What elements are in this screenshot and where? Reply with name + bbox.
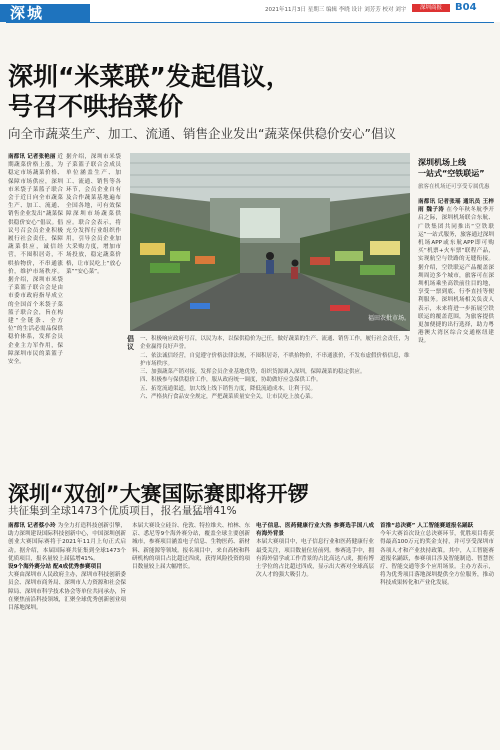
article1-byline: 南都讯 记者张艳丽 <box>8 154 56 160</box>
initiative-item: 二、依法诚信经营，自觉遵守价格法律法规，不囤积居奇，不哄抬物价，不串通涨价，不发布虚假价格信息，维护市场秩序。 <box>140 352 410 367</box>
article2-byline: 南都讯 记者蔡小玲 <box>8 523 56 529</box>
article2-body-4: 今年大赛首次设立总决赛环节，优胜项目将获得最高100万元的奖金支持，并可享受深圳市各项人才和产业扶持政策。其中，人工智能赛道报名踊跃，参赛项目涉及智能制造、智慧医疗、智能交通等多个应用场景。主办方表示，将为优秀项目落地深圳提供全方位服务，推动科技成果转化和产业化发展。 <box>380 531 494 587</box>
initiative-list <box>140 335 410 401</box>
article2-column-4 <box>380 522 494 744</box>
article2-headline: 深圳“双创”大赛国际赛即将开锣 <box>8 482 309 506</box>
sidebar-headline-line1: 深圳机场上线 <box>418 158 466 167</box>
article2-body-1b: 大赛由深圳市人民政府主办，深圳市科技创新委员会、深圳市商务局、深圳市人力资源和社会保障局、深圳市科学技术协会等单位共同承办，旨在聚焦前沿科技领域，汇聚全球优秀创新创业项目落地深圳。 <box>8 572 126 612</box>
newspaper-badge: 深圳商报 <box>412 4 450 12</box>
article2-column-3 <box>256 522 374 744</box>
initiative-item: 六、严格执行食品安全规定，严把蔬菜质量安全关，让市民吃上放心菜。 <box>140 394 317 401</box>
market-photo <box>130 153 410 331</box>
sidebar-byline: 南都讯 记者张瑶 通讯员 王梓雨 魏子涛 <box>418 199 494 214</box>
article2-column-1 <box>8 522 126 744</box>
article1-subtitle: 向全市蔬菜生产、加工、流通、销售企业发出“蔬菜保供稳价安心”倡议 <box>8 126 396 141</box>
sidebar-text: 在今年秋冬航季开启之际，深圳机场联合东航、广铁集团共同推出“空铁联运”一站式服务，旅客通过深圳机场APP或东航APP即可购买“机票+火车票”联程产品，实现航空与铁路的无缝衔接。据介绍，空铁联运产品覆盖深圳周边多个城市，旅客可在深圳机场乘坐高铁前往目的地，享受一票到底、行李直挂等便利服务。深圳机场相关负责人表示，未来将进一步拓展空铁联运的覆盖范围，为旅客提供更加便捷的出行选择，助力粤港澳大湾区综合交通枢纽建设。 <box>418 207 494 345</box>
initiative-label: 倡议 <box>127 335 134 351</box>
article1-headline-line2: 号召不哄抬菜价 <box>8 92 184 121</box>
section-tag: 深城 <box>0 4 90 22</box>
page-number: B04 <box>455 2 477 13</box>
article2-subhead-1: 设9个海外赛分站 配4成优秀参赛项目 <box>8 564 102 571</box>
article2-body-3: 本届大赛项目中，电子信息行业和医药健康行业最受关注，项目数量位居前列。参赛选手中，拥有海外留学或工作背景的占比高达八成，拥有博士学位的占比超过四成，显示出大赛对全球高层次人才的强大吸引力。 <box>256 539 374 579</box>
initiative-item: 一、积极响应政府号召，以民为本，以保供稳价为己任，做好蔬菜的生产、流通、销售工作，履行社会责任，为企业赢得良好声誉。 <box>140 336 410 351</box>
masthead-bar <box>0 0 500 22</box>
article2-column-2 <box>132 522 250 744</box>
article1-headline <box>8 62 308 122</box>
article2-subhead-3: 首推“总决赛” 人工智能赛道报名踊跃 <box>380 523 474 529</box>
issue-meta: 2021年11月3日 星期三 编辑 李晓 设计 刘芳芳 校对 刘宇 <box>265 7 407 13</box>
sidebar-headline <box>418 157 498 179</box>
article2-body-1: 为全力打造科技创新引擎，助力深圳建设国际科技创新中心，中国深圳创新创业大赛国际赛将于2021年11月上旬正式启动。据介绍，本届国际赛共征集到全球1473个优质项目，报名量较上届猛增41%。 <box>8 523 126 562</box>
sidebar-headline-line2: 一站式“空铁联运” <box>418 169 485 178</box>
article1-column-1 <box>8 153 63 458</box>
initiative-item: 五、拓宽流通渠道，加大线上线下销售力度，降低流通成本，让利于民。 <box>140 385 317 392</box>
initiative-item: 四、积极参与保供稳价工作，服从政府统一调度，协助做好应急保供工作。 <box>140 377 322 384</box>
sidebar-subtitle: 旅客在机场还可享受专属优惠 <box>418 184 490 190</box>
article2-subhead-2: 电子信息、医药健康行业大热 参赛选手国八成有海外背景 <box>256 523 374 538</box>
article2-body-2: 本届大赛设立硅谷、伦敦、特拉维夫、柏林、东京、悉尼等9个海外赛分站，覆盖全球主要创新城市，参赛项目涵盖电子信息、生物医药、新材料、新能源等领域。报名项目中，来自高校和科研机构的项目占比超过四成，获得风险投资的项目数量较上届大幅增长。 <box>132 523 250 571</box>
initiative-item: 三、加强蔬菜产销对接，发挥会员企业基地优势，组织货源调入深圳，保障蔬菜的稳定供应。 <box>140 369 366 376</box>
article1-column-2 <box>66 153 121 458</box>
article1-body-1: 近期蔬菜价格上涨，为稳定市场蔬菜价格、保障市场供应，深圳市米袋子菜篮子联合会于近日向全市蔬菜生产、加工、流通、销售企业发出“蔬菜保供稳价安心”倡议。倡议号召会员企业积极履行社会责任，保障蔬菜供应，诚信经营，不囤积居奇，不哄抬物价，不串通涨价，维护市场秩序。据介绍，深圳市米袋子菜篮子联合会是由市委市政府指导成立的全国首个米袋子菜篮子联合会，旨在构建“全链条、全方位”的生活必需品保供稳价体系，发挥会员企业主力军作用，保障深圳市民的菜篮子安全。 <box>8 154 63 366</box>
photo-caption: 福田农批市场。 <box>368 315 411 322</box>
sidebar-body <box>418 198 494 458</box>
header-rule <box>6 22 494 23</box>
article1-headline-line1: 深圳“米菜联”发起倡议， <box>8 62 291 91</box>
article1-body-2: 据介绍，深圳市米袋子菜篮子联合会成员单位涵盖生产、加工、流通、销售等各环节，会员企业自有及合作蔬菜基地遍布全国各地，可有效保障深圳市场蔬菜供应。联合会表示，将充分发挥行业组织作用，引导会员企业加大采购力度，增加市场投放，稳定蔬菜价格，让市民吃上“放心菜”“安心菜”。 <box>66 154 121 275</box>
article2-subtitle: 共征集到全球1473个优质项目，报名量猛增41% <box>8 505 237 517</box>
